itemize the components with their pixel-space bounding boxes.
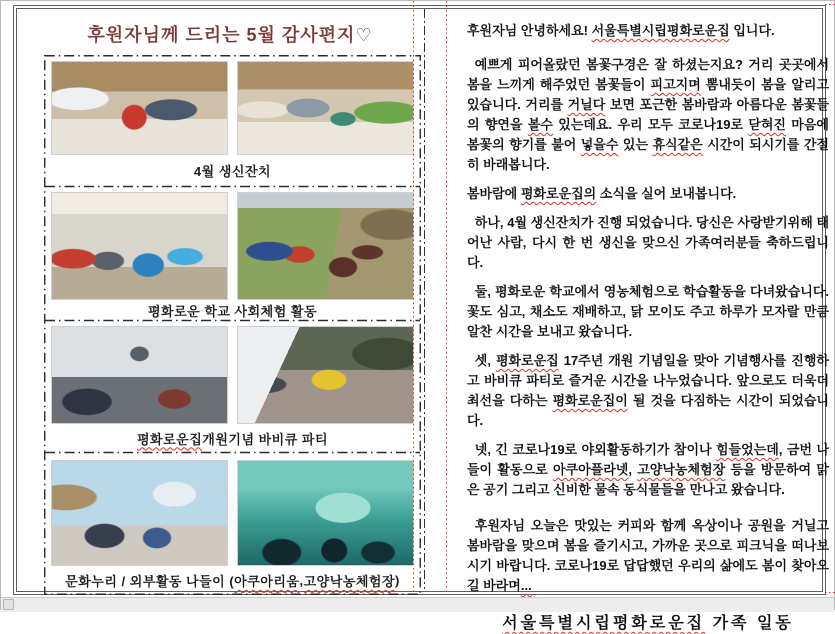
text-run: , [299,573,304,588]
text-run: 후원자님 오늘은 맛있는 커피와 함께 옥상이나 공원을 거닐고 봄바람을 맞으며 봄을 즐기시고, 가까운 곳으로 피크닉을 떠나보시기 바랍니다. 코로나19로 답답했던 우리의 삶에도 봄이 찾아오길 바라며 [467,518,829,593]
photo-panel [44,55,421,595]
text-run: 소식을 실어 보내봅니다. [596,186,737,201]
photo-caption [65,566,400,595]
red-margin-guide-bottom [825,592,835,593]
photo-row [51,460,414,566]
farm-seedling-planting-photo [237,192,414,300]
spellcheck-underlined-text: 고양낙농체험장 [303,574,395,589]
letter-signature [467,614,829,634]
spellcheck-underlined-text: 닫혀진 [748,117,786,132]
photo-caption [148,300,317,320]
text-run: 보면 포근한 봄바람과 아름다운 봄꽃들의 향연을 [467,97,829,132]
text-run: ) [395,573,400,588]
spellcheck-underlined-text: 볼수 [527,117,553,132]
letter-paragraph [467,184,829,204]
letter-paragraph [467,21,829,41]
text-run: , 금번 나들이 활동으로 [467,442,830,477]
text-run: 4월 생신잔치 [193,164,272,179]
photo-section-birthday [44,55,421,186]
spellcheck-underlined-text: 평화로운집의 [520,186,597,201]
red-margin-guide-top [825,4,835,5]
text-run: 둘, 평화로운 학교에서 영농체험으로 학습활동을 다녀왔습니다. 꽃도 심고, 채소도 재배하고, 닭 모이도 주고 하루가 모자랄 만큼 알찬 시간을 보내고 왔습니다. [467,284,829,339]
text-run: 가족 일동 [705,615,794,632]
letter-paragraph [467,351,829,431]
text-run: 문화누리 / 외부활동 나들이 ( [65,574,235,589]
red-margin-guide-left [413,1,414,595]
text-run: 등을 방문하여 맑은 공기 그리고 신비한 물속 동식물들을 만나고 왔습니다. [467,462,829,497]
spellcheck-underlined-text: 서울특별시립평화로운집 [502,615,706,632]
photo-section-school [44,186,421,320]
spellcheck-underlined-text: 거닐다 [567,97,606,112]
aquarium-shark-group-photo [51,460,228,566]
text-run: 마음에 봄꽃의 향기를 불어 [467,117,829,152]
birthday-party-cake-photo [237,61,414,155]
text-run: 17주년 개원 기념일을 맞아 기념행사를 진행하고 바비큐 파티로 즐거운 시간을 나누었습니다. 앞으로도 더욱더 최선을 다하는 [467,353,829,408]
spellcheck-underlined-text: 휴식같은 [652,137,703,152]
spellcheck-underlined-text: 고양낙농체험장 [637,462,726,477]
text-run: 뽐내듯이 봄을 알리고 있습니다. 거리를 [467,77,830,112]
text-run: 있는 [618,137,653,152]
text-run: 예쁘게 피어올랐던 봄꽃구경은 잘 하셨는지요? 거리 곳곳에서 봄을 느끼게 해주었던 봄꽃들이 [467,57,829,92]
text-run: 하나, 4월 생신잔치가 진행 되었습니다. 당신은 사랑받기위해 태어난 사람, 다시 한 번 생신을 맞으신 가족여러분들 축하드립니다. [467,215,829,270]
spellcheck-underlined-text: 평화로운집이 [552,393,628,408]
bbq-party-photo [237,326,414,424]
photo-row [51,61,414,155]
photo-row [51,326,414,424]
spellcheck-underlined-text: 서울특별시립평화로운집 [591,23,730,38]
text-run: 입니다. [729,23,775,38]
spellcheck-underlined-text: 평화로운집 [136,431,203,447]
text-run: , [628,462,638,477]
letter-paragraph [467,282,829,342]
text-run: 셋, [474,353,496,368]
photo-row [51,192,414,300]
spellcheck-underlined-text: 넣을수 [580,137,619,152]
school-group-banner-photo [51,192,228,300]
letter-paragraph [467,55,829,175]
spellcheck-underlined-text: 아쿠아플라넷 [552,462,629,477]
photo-section-outing [44,452,421,595]
text-run: 개원기념 바비큐 파티 [202,431,329,447]
text-run: 있는데요. 우리 모두 코로나19로 [552,117,749,132]
photo-caption [194,155,271,186]
letter-page [13,5,830,632]
text-run: 평화로운 학교 사회체험 활동 [147,303,318,319]
letter-paragraph [467,440,829,500]
page-corner-box [3,599,14,610]
anniversary-ceremony-photo [51,326,228,424]
text-run: 넷, 긴 코로나19로 야외활동하기가 참이나 [474,442,717,457]
letter-body [467,21,829,634]
red-margin-guide-right [446,1,447,595]
letter-paragraph [467,516,829,596]
text-run: 후원자님 안녕하세요! [467,23,592,38]
spellcheck-underlined-text: 평화로운집 [495,353,559,368]
page-title: 후원자님께 드리는 5월 감사편지♡ [87,25,373,45]
birthday-party-gift-photo [51,61,228,155]
spellcheck-underlined-text: 힘들었는데 [716,442,779,457]
photo-caption [137,424,328,452]
spellcheck-underlined-text: 피고지며 [650,77,701,92]
letter-paragraph [467,213,829,273]
spellcheck-underlined-text: 아쿠아리움 [234,574,300,589]
text-run: 봄바람에 [467,186,521,201]
aquarium-tank-photo [237,460,414,566]
spellcheck-underlined-text: ... [520,578,532,593]
text-run: 될 것을 다짐하는 시간이 되었습니다. [467,393,829,428]
fold-guide-line [424,9,425,589]
text-run: 시간이 되시기를 간절히 바래봅니다. [467,137,829,172]
photo-section-anniversary [44,320,421,452]
